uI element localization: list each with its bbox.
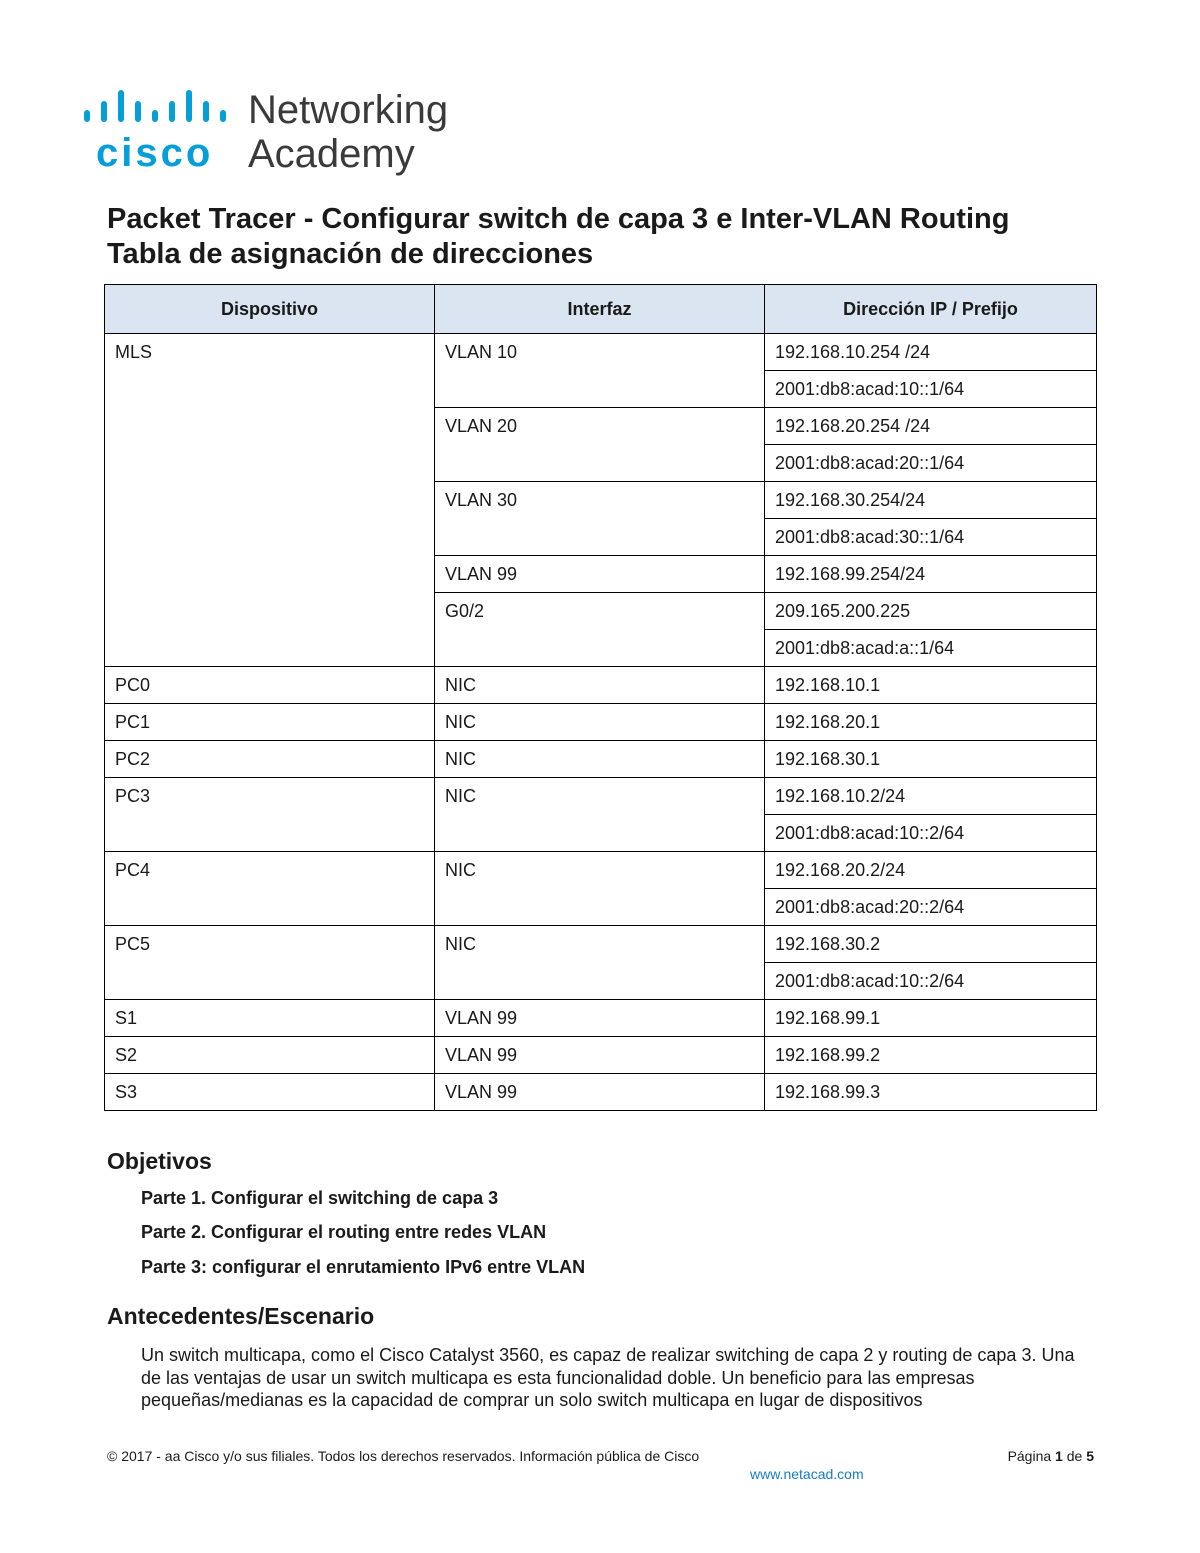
- cisco-wordmark: cisco: [96, 131, 214, 175]
- cell-address: 2001:db8:acad:20::1/64: [765, 445, 1097, 482]
- cell-address: 2001:db8:acad:20::2/64: [765, 889, 1097, 926]
- header-device: Dispositivo: [105, 285, 435, 334]
- cell-interface: G0/2: [435, 593, 765, 667]
- cell-interface: NIC: [435, 778, 765, 852]
- cell-address: 192.168.30.1: [765, 741, 1097, 778]
- cell-address: 192.168.10.2/24: [765, 778, 1097, 815]
- cell-device: PC5: [105, 926, 435, 1000]
- header-address: Dirección IP / Prefijo: [765, 285, 1097, 334]
- cell-device: PC0: [105, 667, 435, 704]
- cell-device: PC2: [105, 741, 435, 778]
- table-heading: Tabla de asignación de direcciones: [107, 238, 594, 270]
- cell-interface: VLAN 99: [435, 556, 765, 593]
- background-heading: Antecedentes/Escenario: [107, 1303, 375, 1329]
- logo-line-academy: Academy: [248, 132, 415, 176]
- cell-address: 192.168.99.1: [765, 1000, 1097, 1037]
- cell-device: PC3: [105, 778, 435, 852]
- cell-address: 192.168.99.254/24: [765, 556, 1097, 593]
- cell-address: 2001:db8:acad:10::2/64: [765, 963, 1097, 1000]
- table-row: [105, 1074, 1097, 1111]
- footer-page-number: [1008, 1448, 1094, 1464]
- cell-device: S3: [105, 1074, 435, 1111]
- cisco-networking-academy-logo: [82, 86, 482, 186]
- table-row: [105, 926, 1097, 963]
- cisco-bars-icon: [82, 86, 232, 130]
- cell-interface: NIC: [435, 667, 765, 704]
- addressing-table: [104, 284, 1097, 1111]
- document-title: Packet Tracer - Configurar switch de capa 3 e Inter-VLAN Routing: [107, 203, 1010, 235]
- cell-device: PC4: [105, 852, 435, 926]
- table-row: [105, 667, 1097, 704]
- cell-interface: VLAN 99: [435, 1000, 765, 1037]
- cell-address: 209.165.200.225: [765, 593, 1097, 630]
- table-row: [105, 852, 1097, 889]
- cell-address: 192.168.10.1: [765, 667, 1097, 704]
- cell-address: 192.168.99.2: [765, 1037, 1097, 1074]
- table-row: [105, 1000, 1097, 1037]
- cell-address: 192.168.20.1: [765, 704, 1097, 741]
- cell-address: 2001:db8:acad:10::2/64: [765, 815, 1097, 852]
- cell-address: 192.168.20.2/24: [765, 852, 1097, 889]
- cell-address: 2001:db8:acad:30::1/64: [765, 519, 1097, 556]
- cell-device: PC1: [105, 704, 435, 741]
- page-current: 1: [1055, 1448, 1063, 1464]
- cell-address: 2001:db8:acad:10::1/64: [765, 371, 1097, 408]
- page-of: de: [1066, 1448, 1083, 1464]
- cell-interface: VLAN 99: [435, 1037, 765, 1074]
- logo-line-networking: Networking: [248, 88, 449, 132]
- cell-interface: VLAN 99: [435, 1074, 765, 1111]
- table-row: [105, 778, 1097, 815]
- table-row: [105, 334, 1097, 371]
- page-label: Página: [1007, 1448, 1052, 1464]
- cell-interface: VLAN 10: [435, 334, 765, 408]
- cell-device: S1: [105, 1000, 435, 1037]
- cell-interface: VLAN 20: [435, 408, 765, 482]
- objective-item-3: Parte 3: configurar el enrutamiento IPv6 entre VLAN: [141, 1257, 586, 1277]
- cell-address: 192.168.10.254 /24: [765, 334, 1097, 371]
- cell-interface: NIC: [435, 741, 765, 778]
- table-row: [105, 741, 1097, 778]
- cell-interface: NIC: [435, 704, 765, 741]
- cell-address: 192.168.99.3: [765, 1074, 1097, 1111]
- cell-address: 2001:db8:acad:a::1/64: [765, 630, 1097, 667]
- cell-interface: VLAN 30: [435, 482, 765, 556]
- netacad-link[interactable]: www.netacad.com: [750, 1466, 864, 1482]
- background-paragraph: Un switch multicapa, como el Cisco Catalyst 3560, es capaz de realizar switching de capa 2 y routing de capa 3. Una de las ventajas de usar un switch multicapa es esta funcionalidad doble. Un beneficio para las empresas pequeñas/medianas es la capacidad de comprar un solo switch multicapa en lugar de dispositivos: [141, 1345, 1075, 1410]
- cell-device: S2: [105, 1037, 435, 1074]
- logo-text: [248, 88, 448, 176]
- table-row: [105, 1037, 1097, 1074]
- footer-copyright: © 2017 - aa Cisco y/o sus filiales. Todos los derechos reservados. Información pública de Cisco: [107, 1448, 700, 1464]
- table-header-row: [105, 285, 1097, 334]
- cell-interface: NIC: [435, 852, 765, 926]
- objective-item-2: Parte 2. Configurar el routing entre redes VLAN: [141, 1222, 547, 1242]
- page-total: 5: [1086, 1448, 1094, 1464]
- cell-address: 192.168.30.2: [765, 926, 1097, 963]
- cell-device: MLS: [105, 334, 435, 667]
- objective-item-1: Parte 1. Configurar el switching de capa 3: [141, 1188, 499, 1208]
- header-interface: Interfaz: [435, 285, 765, 334]
- table-row: [105, 704, 1097, 741]
- cell-interface: NIC: [435, 926, 765, 1000]
- objectives-heading: Objetivos: [107, 1148, 212, 1174]
- table-body: [105, 334, 1097, 1111]
- cell-address: 192.168.20.254 /24: [765, 408, 1097, 445]
- cell-address: 192.168.30.254/24: [765, 482, 1097, 519]
